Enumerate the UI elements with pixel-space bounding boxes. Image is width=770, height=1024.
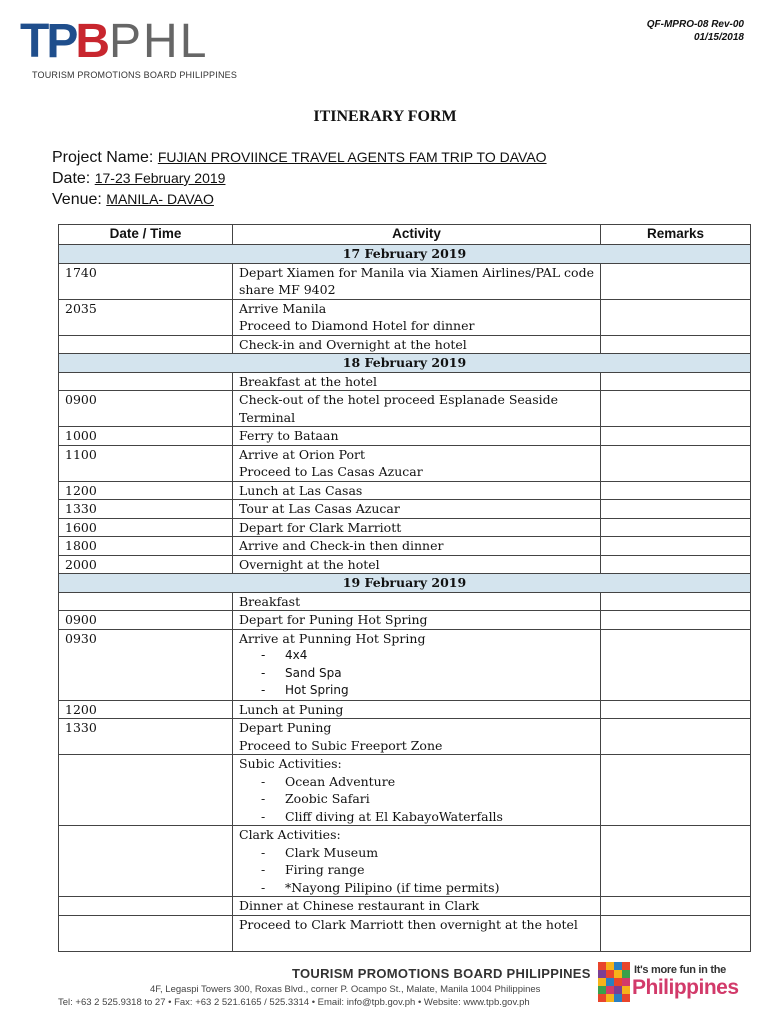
table-header-row — [59, 225, 751, 245]
activity-text: Dinner at Chinese restaurant in Clark — [239, 898, 480, 913]
bullet-dash: - — [261, 665, 266, 680]
remarks-cell — [601, 391, 751, 427]
activity-text: Subic Activities: — [239, 756, 342, 771]
time-cell — [59, 372, 233, 391]
bullet-dash: - — [261, 808, 266, 824]
activity-cell — [233, 611, 601, 630]
activity-cell — [233, 500, 601, 519]
header-remarks: Remarks — [601, 225, 751, 245]
time-cell — [59, 335, 233, 354]
list-item: - Ocean Adventure — [261, 773, 396, 789]
time-cell: 0900 — [59, 611, 233, 630]
activity-text: Depart for Puning Hot Spring — [239, 612, 428, 627]
project-venue-label: Venue: — [52, 191, 102, 208]
time-cell: 0930 — [59, 629, 233, 700]
time-cell — [59, 826, 233, 897]
remarks-cell — [601, 826, 751, 897]
date-row-day1 — [59, 245, 751, 264]
footer-address: 4F, Legaspi Towers 300, Roxas Blvd., corner P. Ocampo St., Malate, Manila 1004 Philippines — [150, 984, 541, 995]
remarks-cell — [601, 481, 751, 500]
list-item: - 4x4 — [239, 647, 594, 665]
remarks-cell — [601, 372, 751, 391]
activity-cell — [233, 897, 601, 916]
time-cell: 1740 — [59, 263, 233, 299]
remarks-cell — [601, 555, 751, 574]
project-name-row — [52, 147, 547, 168]
list-item: - Hot Spring — [239, 682, 594, 700]
activity-cell — [233, 915, 601, 951]
activity-cell — [233, 755, 601, 826]
table-row — [59, 611, 751, 630]
date-heading: 18 February 2019 — [59, 354, 751, 373]
bullet-dash: - — [261, 791, 266, 806]
remarks-cell — [601, 445, 751, 481]
table-row — [59, 500, 751, 519]
activity-text: Breakfast at the hotel — [239, 373, 377, 389]
remarks-cell — [601, 700, 751, 719]
date-heading: 17 February 2019 — [59, 245, 751, 264]
time-cell — [59, 755, 233, 826]
activity-text: Arrive Manila — [239, 300, 327, 316]
activity-cell — [233, 263, 601, 299]
fun-philippines-logo — [598, 962, 738, 1006]
time-cell: 1330 — [59, 719, 233, 755]
list-item: - Clark Museum — [261, 844, 379, 860]
table-row — [59, 755, 751, 826]
table-row — [59, 372, 751, 391]
fun-country: Philippines — [632, 976, 739, 999]
time-cell: 1600 — [59, 518, 233, 537]
remarks-cell — [601, 518, 751, 537]
remarks-cell — [601, 719, 751, 755]
bullet-dash: - — [261, 683, 266, 697]
remarks-cell — [601, 335, 751, 354]
bullet-dash: - — [261, 773, 266, 789]
fun-slogan: It's more fun in the — [634, 964, 726, 976]
table-row — [59, 700, 751, 719]
time-cell: 1330 — [59, 500, 233, 519]
activity-text: Check-in and Overnight at the hotel — [239, 336, 467, 352]
activity-text: Proceed to Subic Freeport Zone — [239, 737, 443, 753]
footer-contact: Tel: +63 2 525.9318 to 27 • Fax: +63 2 521.6165 / 525.3314 • Email: info@tpb.gov.ph • Website: www.tpb.gov.ph — [58, 997, 530, 1008]
table-row — [59, 629, 751, 700]
tpb-logo — [20, 16, 248, 84]
bullet-dash: - — [261, 648, 266, 662]
time-cell: 1100 — [59, 445, 233, 481]
activity-cell — [233, 445, 601, 481]
activity-cell — [233, 826, 601, 897]
table-row — [59, 592, 751, 611]
project-info — [52, 147, 547, 210]
table-row — [59, 263, 751, 299]
activity-cell — [233, 700, 601, 719]
activity-cell — [233, 427, 601, 446]
list-item: - Firing range — [261, 862, 365, 877]
table-row — [59, 445, 751, 481]
activity-cell — [233, 555, 601, 574]
activity-text: Lunch at Las Casas — [239, 482, 363, 498]
remarks-cell — [601, 537, 751, 556]
header-activity: Activity — [233, 225, 601, 245]
remarks-cell — [601, 263, 751, 299]
table-row — [59, 897, 751, 916]
activity-text: Arrive and Check-in then dinner — [239, 538, 444, 553]
remarks-cell — [601, 592, 751, 611]
time-cell — [59, 592, 233, 611]
table-row — [59, 915, 751, 951]
activity-cell — [233, 372, 601, 391]
remarks-cell — [601, 897, 751, 916]
project-date-value: 17-23 February 2019 — [94, 170, 226, 186]
activity-text: Tour at Las Casas Azucar — [239, 501, 400, 516]
activity-text: Overnight at the hotel — [239, 556, 380, 572]
project-venue-value: MANILA- DAVAO — [106, 191, 214, 207]
remarks-cell — [601, 299, 751, 335]
remarks-cell — [601, 915, 751, 951]
time-cell: 2035 — [59, 299, 233, 335]
table-row — [59, 719, 751, 755]
form-revision-date: 01/15/2018 — [693, 32, 744, 43]
activity-cell — [233, 518, 601, 537]
table-row — [59, 335, 751, 354]
project-date-label: Date: — [52, 170, 91, 187]
project-venue-row — [52, 189, 547, 210]
page-title: ITINERARY FORM — [313, 108, 457, 125]
remarks-cell — [601, 629, 751, 700]
project-name-label: Project Name: — [52, 149, 154, 166]
bullet-dash: - — [261, 879, 266, 895]
project-name-value: FUJIAN PROVIINCE TRAVEL AGENTS FAM TRIP TO DAVAO — [157, 149, 547, 165]
activity-text: Ferry to Bataan — [239, 428, 339, 443]
activity-text: Clark Activities: — [239, 827, 341, 842]
table-row — [59, 299, 751, 335]
remarks-cell — [601, 500, 751, 519]
date-row-day3 — [59, 574, 751, 593]
activity-text: Depart Puning — [239, 720, 332, 735]
time-cell: 1200 — [59, 481, 233, 500]
time-cell — [59, 915, 233, 951]
remarks-cell — [601, 755, 751, 826]
activity-text: Depart Xiamen for Manila via Xiamen Airlines/PAL code share MF 9402 — [239, 264, 594, 297]
date-row-day2 — [59, 354, 751, 373]
table-row — [59, 427, 751, 446]
remarks-cell — [601, 611, 751, 630]
activity-text: Proceed to Diamond Hotel for dinner — [239, 318, 475, 333]
table-row — [59, 391, 751, 427]
table-row — [59, 826, 751, 897]
activity-cell — [233, 719, 601, 755]
time-cell: 2000 — [59, 555, 233, 574]
activity-text: Breakfast — [239, 593, 301, 609]
activity-text: Proceed to Clark Marriott then overnight at the hotel — [239, 916, 578, 932]
activity-cell — [233, 629, 601, 700]
bullet-dash: - — [261, 862, 266, 877]
bullet-dash: - — [261, 844, 266, 860]
activity-cell — [233, 299, 601, 335]
itinerary-table — [58, 224, 751, 952]
activity-text: Depart for Clark Marriott — [239, 519, 402, 535]
table-row — [59, 481, 751, 500]
form-code: QF-MPRO-08 Rev-00 — [646, 19, 744, 30]
date-heading: 19 February 2019 — [59, 574, 751, 593]
time-cell: 1000 — [59, 427, 233, 446]
activity-cell — [233, 391, 601, 427]
time-cell — [59, 897, 233, 916]
activity-cell — [233, 537, 601, 556]
header-date-time: Date / Time — [59, 225, 233, 245]
time-cell: 1200 — [59, 700, 233, 719]
time-cell: 1800 — [59, 537, 233, 556]
tpb-phl-wordmark: TPB PHL — [20, 15, 209, 68]
activity-text: Lunch at Puning — [239, 701, 344, 717]
table-row — [59, 555, 751, 574]
mosaic-icon — [598, 962, 630, 1002]
table-row — [59, 537, 751, 556]
logo-subtitle: TOURISM PROMOTIONS BOARD PHILIPPINES — [32, 70, 238, 80]
list-item: - Cliff diving at El KabayoWaterfalls — [261, 808, 503, 824]
activity-cell — [233, 335, 601, 354]
list-item: - *Nayong Pilipino (if time permits) — [261, 879, 500, 895]
form-code-block — [647, 18, 744, 44]
activity-text: Proceed to Las Casas Azucar — [239, 464, 423, 479]
activity-cell — [233, 592, 601, 611]
activity-text: Check-out of the hotel proceed Esplanade Seaside Terminal — [239, 392, 559, 425]
activity-text: Arrive at Orion Port — [239, 446, 366, 462]
list-item: - Sand Spa — [239, 665, 594, 683]
table-row — [59, 518, 751, 537]
footer-org-name: TOURISM PROMOTIONS BOARD PHILIPPINES — [292, 966, 591, 981]
list-item: - Zoobic Safari — [261, 791, 370, 806]
activity-cell — [233, 481, 601, 500]
remarks-cell — [601, 427, 751, 446]
activity-text: Arrive at Punning Hot Spring — [239, 630, 426, 646]
project-date-row — [52, 168, 547, 189]
time-cell: 0900 — [59, 391, 233, 427]
